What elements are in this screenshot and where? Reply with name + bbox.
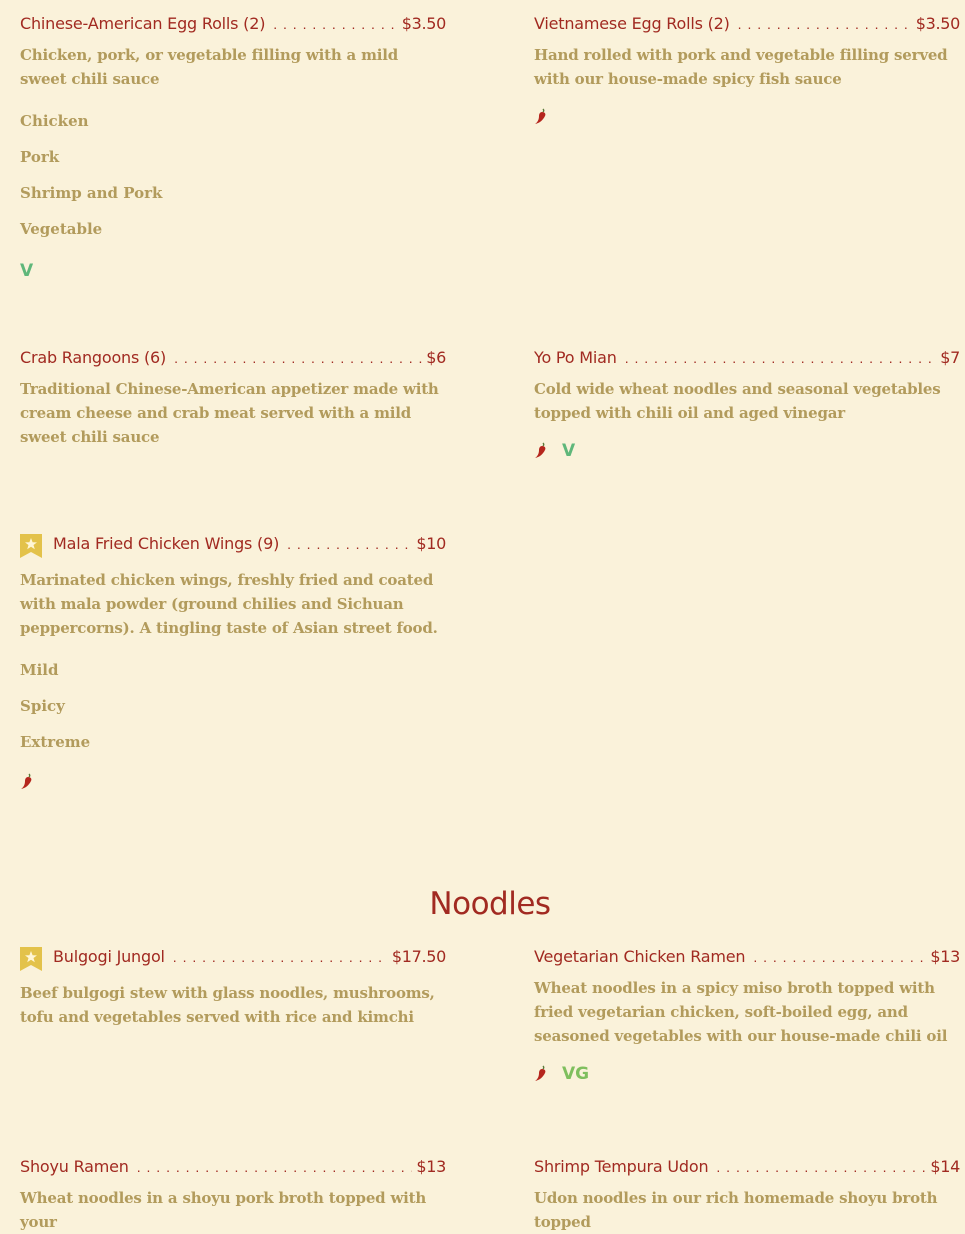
item-options xyxy=(20,103,446,247)
dot-leader xyxy=(716,1159,926,1175)
menu-item-vegetarian-chicken-ramen xyxy=(534,947,960,1084)
menu-item-egg-rolls xyxy=(20,14,446,281)
vegan-tag: VG xyxy=(562,1064,590,1084)
item-name: Shrimp Tempura Udon xyxy=(534,1157,709,1176)
item-name: Shoyu Ramen xyxy=(20,1157,129,1176)
item-name: Chinese-American Egg Rolls (2) xyxy=(20,14,266,33)
chili-pepper-icon xyxy=(534,108,548,126)
dot-leader xyxy=(137,1159,413,1175)
section-title-noodles: Noodles xyxy=(429,886,551,922)
item-description: Marinated chicken wings, freshly fried and coated with mala powder (ground chilies and Sichuan peppercorns). A tingling taste of Asian street food. xyxy=(20,571,438,637)
menu-item-bulgogi-jungol xyxy=(20,947,446,1029)
menu-item-shoyu-ramen xyxy=(20,1157,446,1234)
menu-item-mala-wings xyxy=(20,534,446,792)
item-description: Chicken, pork, or vegetable filling with a mild sweet chili sauce xyxy=(20,46,399,88)
vegetarian-tag: V xyxy=(562,441,576,461)
item-price: $17.50 xyxy=(391,947,446,966)
dot-leader xyxy=(173,949,388,965)
item-description: Wheat noodles in a shoyu pork broth topped with your xyxy=(20,1189,427,1231)
item-description: Beef bulgogi stew with glass noodles, mushrooms, tofu and vegetables served with rice and kimchi xyxy=(20,984,435,1026)
option-chicken[interactable]: Chicken xyxy=(20,112,89,130)
vegetarian-tag: V xyxy=(20,261,34,281)
item-price: $6 xyxy=(426,348,446,367)
dot-leader xyxy=(625,350,937,366)
item-description: Traditional Chinese-American appetizer made with cream cheese and crab meat served with a mild sweet chili sauce xyxy=(20,380,439,446)
menu-item-yo-po-mian xyxy=(534,348,960,461)
chili-pepper-icon xyxy=(20,773,34,791)
item-price: $14 xyxy=(930,1157,960,1176)
star-badge-icon xyxy=(20,947,42,971)
item-price: $3.50 xyxy=(401,14,446,33)
chili-pepper-icon xyxy=(534,1065,548,1083)
item-price: $13 xyxy=(930,947,960,966)
option-vegetable[interactable]: Vegetable xyxy=(20,220,103,238)
item-description: Hand rolled with pork and vegetable filling served with our house-made spicy fish sauce xyxy=(534,46,948,88)
item-price: $10 xyxy=(416,534,446,553)
option-mild[interactable]: Mild xyxy=(20,661,59,679)
dot-leader xyxy=(738,16,912,32)
item-name: Vegetarian Chicken Ramen xyxy=(534,947,746,966)
menu-item-vietnamese-egg-rolls xyxy=(534,14,960,127)
item-price: $7 xyxy=(940,348,960,367)
item-price: $3.50 xyxy=(915,14,960,33)
item-description: Udon noodles in our rich homemade shoyu broth topped xyxy=(534,1189,938,1231)
item-name: Crab Rangoons (6) xyxy=(20,348,167,367)
item-name: Vietnamese Egg Rolls (2) xyxy=(534,14,730,33)
option-extreme[interactable]: Extreme xyxy=(20,733,91,751)
item-description: Wheat noodles in a spicy miso broth topped with fried vegetarian chicken, soft-boiled egg, and seasoned vegetables with our house-made chili oil xyxy=(534,979,948,1045)
chili-pepper-icon xyxy=(534,442,548,460)
dot-leader xyxy=(273,16,397,32)
dot-leader xyxy=(174,350,422,366)
option-pork[interactable]: Pork xyxy=(20,148,60,166)
star-badge-icon xyxy=(20,534,42,558)
menu-item-shrimp-tempura-udon xyxy=(534,1157,960,1234)
item-description: Cold wide wheat noodles and seasonal vegetables topped with chili oil and aged vinegar xyxy=(534,380,941,422)
option-spicy[interactable]: Spicy xyxy=(20,697,65,715)
dot-leader xyxy=(287,536,412,552)
option-shrimp-and-pork[interactable]: Shrimp and Pork xyxy=(20,184,163,202)
dot-leader xyxy=(753,949,926,965)
item-options xyxy=(20,652,446,760)
item-name: Yo Po Mian xyxy=(534,348,617,367)
item-price: $13 xyxy=(416,1157,446,1176)
item-name: Bulgogi Jungol xyxy=(53,947,165,966)
item-name: Mala Fried Chicken Wings (9) xyxy=(53,534,280,553)
menu-item-crab-rangoons xyxy=(20,348,446,449)
